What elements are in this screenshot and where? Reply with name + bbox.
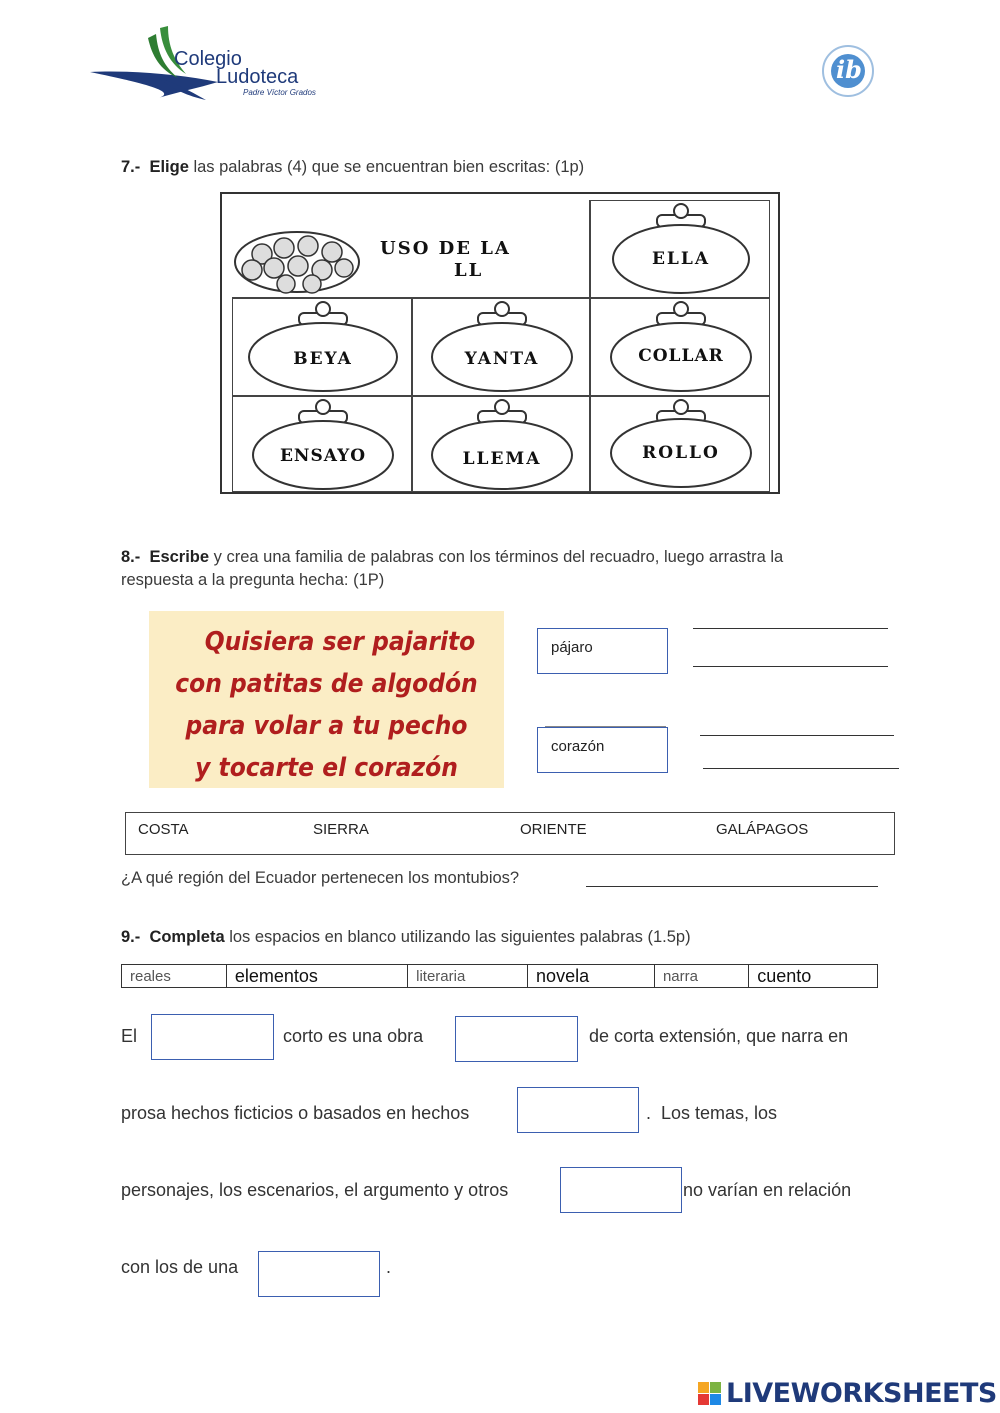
poem-line: y tocarte el corazón <box>195 753 458 783</box>
paragraph-text: con los de una <box>121 1257 239 1277</box>
jar-cell-llema[interactable] <box>412 396 590 492</box>
paragraph-text: personajes, los escenarios, el argumento y otros <box>121 1180 509 1200</box>
q9-text: los espacios en blanco utilizando las siguientes palabras (1.5p) <box>224 928 691 946</box>
school-name-line2: Ludoteca <box>216 66 299 88</box>
q8-question: ¿A qué región del Ecuador pertenecen los montubios? <box>121 869 520 887</box>
q9-instruction <box>121 928 691 947</box>
jar-icon <box>233 299 413 397</box>
ib-logo-text: ib <box>836 55 862 84</box>
answer-line-1[interactable] <box>693 628 888 629</box>
word-box-label: pájaro <box>551 639 593 656</box>
paragraph-text: corto es una obra <box>283 1026 424 1046</box>
answer-line-3[interactable] <box>700 735 894 736</box>
q9-number: 9.- <box>121 928 141 946</box>
school-name-line1: Colegio <box>174 48 242 70</box>
word-box-pajaro <box>537 628 668 674</box>
grid-title-line2: LL <box>454 260 484 281</box>
ll-usage-grid <box>220 192 780 494</box>
word-bank-item[interactable]: cuento <box>749 965 878 988</box>
region-galapagos[interactable]: GALÁPAGOS <box>716 821 809 838</box>
q7-number: 7.- <box>121 158 141 176</box>
jar-word: BEYA <box>293 349 353 369</box>
jar-icon <box>413 397 591 493</box>
jar-icon <box>233 397 413 493</box>
word-bank-table <box>121 964 878 988</box>
jar-cell-yanta[interactable] <box>412 298 590 396</box>
ib-logo <box>808 44 888 98</box>
answer-line-2[interactable] <box>693 666 888 667</box>
jar-cell-collar[interactable] <box>590 298 770 396</box>
jar-cell-ella[interactable] <box>590 200 770 298</box>
q8-text-line2: respuesta a la pregunta hecha: (1P) <box>121 571 385 589</box>
poem-line: con patitas de algodón <box>175 669 478 699</box>
school-logo <box>88 26 348 104</box>
jar-word: YANTA <box>464 349 540 369</box>
q7-verb: Elige <box>149 158 189 176</box>
q7-instruction <box>121 158 584 177</box>
region-sierra[interactable]: SIERRA <box>313 821 369 838</box>
word-box-label: corazón <box>551 738 605 755</box>
q8-instruction <box>121 546 891 592</box>
title-cell <box>232 200 590 298</box>
q7-text: las palabras (4) que se encuentran bien escritas: (1p) <box>188 158 585 176</box>
paragraph-text: no varían en relación <box>683 1180 852 1200</box>
word-bank-item[interactable]: novela <box>528 965 655 988</box>
q9-verb: Completa <box>149 928 225 946</box>
jar-icon <box>413 299 591 397</box>
poem-image <box>149 611 504 788</box>
poem-line: para volar a tu pecho <box>185 711 468 741</box>
jar-word: ENSAYO <box>279 446 367 466</box>
jar-word: LLEMA <box>462 449 542 469</box>
word-box-corazon <box>537 727 668 773</box>
blank-3[interactable] <box>517 1087 639 1133</box>
cookie-jar-icon <box>232 204 362 294</box>
answer-line-4[interactable] <box>703 768 899 769</box>
q8-verb: Escribe <box>149 548 210 566</box>
jar-word: ELLA <box>651 249 711 269</box>
word-bank-item[interactable]: reales <box>122 965 227 988</box>
jar-cell-beya[interactable] <box>232 298 412 396</box>
blank-4[interactable] <box>560 1167 682 1213</box>
grid-title-line1: USO DE LA <box>380 238 511 259</box>
region-costa[interactable]: COSTA <box>138 821 189 838</box>
q8-answer-line[interactable] <box>586 886 878 887</box>
jar-word: COLLAR <box>638 346 724 366</box>
paragraph-text: prosa hechos ficticios o basados en hechos <box>121 1103 470 1123</box>
blank-1[interactable] <box>151 1014 274 1060</box>
region-oriente[interactable]: ORIENTE <box>520 821 587 838</box>
school-subtitle: Padre Víctor Grados <box>243 88 316 97</box>
paragraph-text: . Los temas, los <box>646 1103 778 1123</box>
word-bank-item[interactable]: elementos <box>226 965 407 988</box>
lws-grid-icon <box>698 1382 722 1406</box>
q8-text-line1: y crea una familia de palabras con los términos del recuadro, luego arrastra la <box>209 548 784 566</box>
jar-cell-ensayo[interactable] <box>232 396 412 492</box>
paragraph-text: de corta extensión, que narra en <box>589 1026 849 1046</box>
regions-box <box>125 812 895 855</box>
blank-5[interactable] <box>258 1251 380 1297</box>
jar-cell-rollo[interactable] <box>590 396 770 492</box>
q8-number: 8.- <box>121 548 141 566</box>
poem-line: Quisiera ser pajarito <box>204 627 476 657</box>
blank-2[interactable] <box>455 1016 578 1062</box>
paragraph-text: . <box>386 1257 392 1277</box>
word-bank-item[interactable]: narra <box>654 965 748 988</box>
word-bank-item[interactable]: literaria <box>408 965 528 988</box>
jar-word: ROLLO <box>642 443 720 463</box>
paragraph-text: El <box>121 1026 138 1046</box>
brand-text: LIVEWORKSHEETS <box>726 1378 997 1409</box>
